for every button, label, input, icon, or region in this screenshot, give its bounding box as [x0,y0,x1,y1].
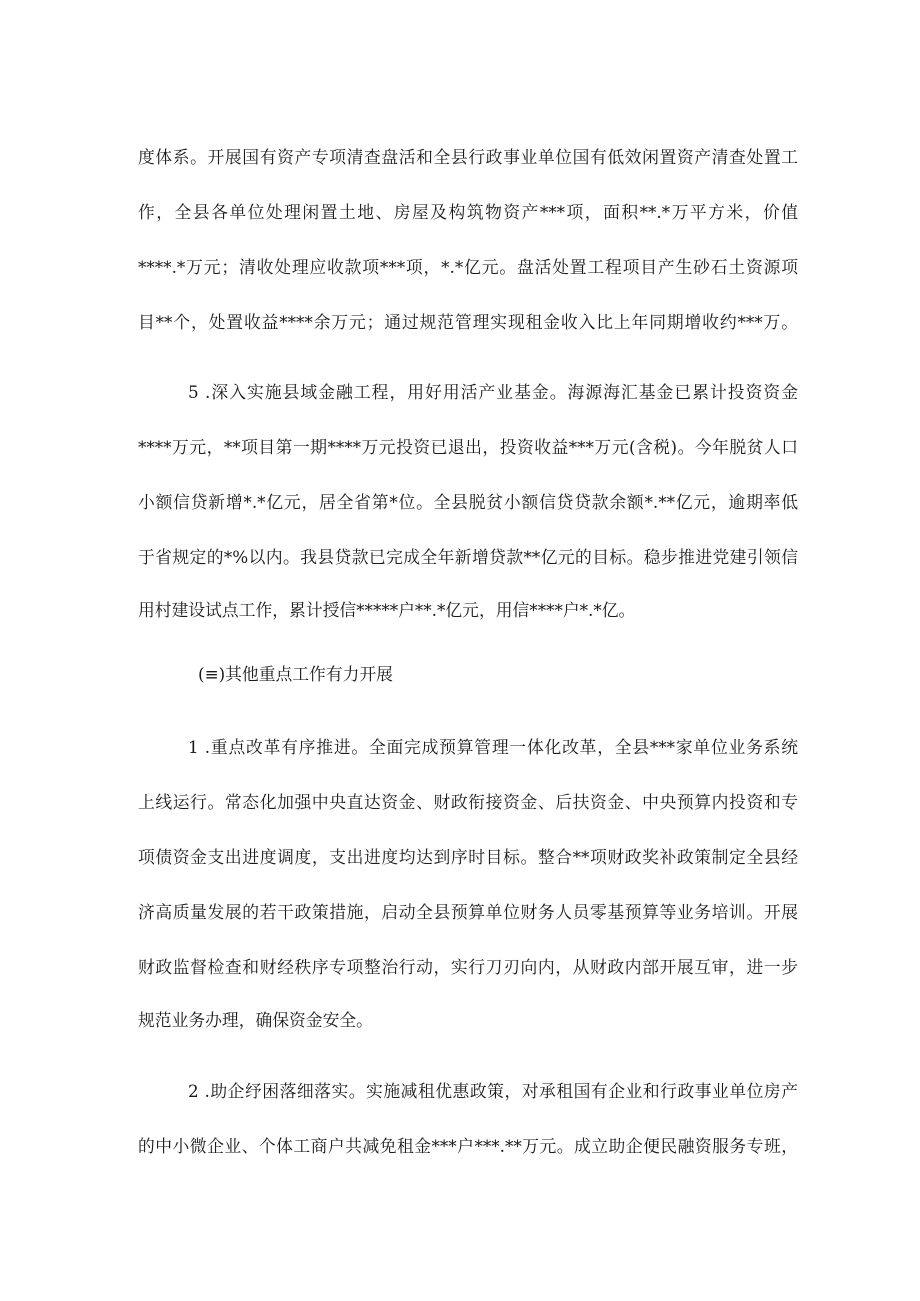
text-line-13: 项债资金支出进度调度，支出进度均达到序时目标。整合**项财政奖补政策制定全县经 [138,847,798,867]
section-heading: (≡)其他重点工作有力开展 [198,664,393,684]
text-line-6: ****万元，**项目第一期****万元投资已退出，投资收益***万元(含税)。今年脱贫人口 [138,437,798,457]
paragraph-1-first-line: 1 .重点改革有序推进。全面完成预算管理一体化改革，全县***家单位业务系统 [188,737,798,757]
text-line-3: ****.*万元；清收处理应收款项***项，*.*亿元。盘活处置工程项目产生砂石土资源项 [138,257,798,277]
text-line-9: 用村建设试点工作，累计授信*****户**.*亿元，用信****户*.*亿。 [138,600,636,620]
text-line-14: 济高质量发展的若干政策措施，启动全县预算单位财务人员零基预算等业务培训。开展 [138,902,798,922]
text-line-7: 小额信贷新增*.*亿元，居全省第*位。全县脱贫小额信贷贷款余额*.**亿元，逾期率低 [138,492,798,512]
text-line-12: 上线运行。常态化加强中央直达资金、财政衔接资金、后扶资金、中央预算内投资和专 [138,792,798,812]
text-line-16: 规范业务办理，确保资金安全。 [138,1010,373,1030]
paragraph-2-first-line: 2 .助企纾困落细落实。实施减租优惠政策，对承租国有企业和行政事业单位房产 [188,1081,798,1101]
text-line-8: 于省规定的*%以内。我县贷款已完成全年新增贷款**亿元的目标。稳步推进党建引领信 [138,547,798,567]
text-line-2: 作，全县各单位处理闲置土地、房屋及构筑物资产***项，面积**.*万平方米，价值 [138,202,798,222]
text-line-1: 度体系。开展国有资产专项清查盘活和全县行政事业单位国有低效闲置资产清查处置工 [138,147,798,167]
text-line-4: 目**个，处置收益****余万元；通过规范管理实现租金收入比上年同期增收约***万。 [138,312,798,332]
text-line-18: 的中小微企业、个体工商户共减免租金***户***.**万元。成立助企便民融资服务专班， [138,1136,798,1156]
paragraph-5-first-line: 5 .深入实施县域金融工程，用好用活产业基金。海源海汇基金已累计投资资金 [188,382,798,402]
text-line-15: 财政监督检查和财经秩序专项整治行动，实行刀刃向内，从财政内部开展互审，进一步 [138,957,798,977]
